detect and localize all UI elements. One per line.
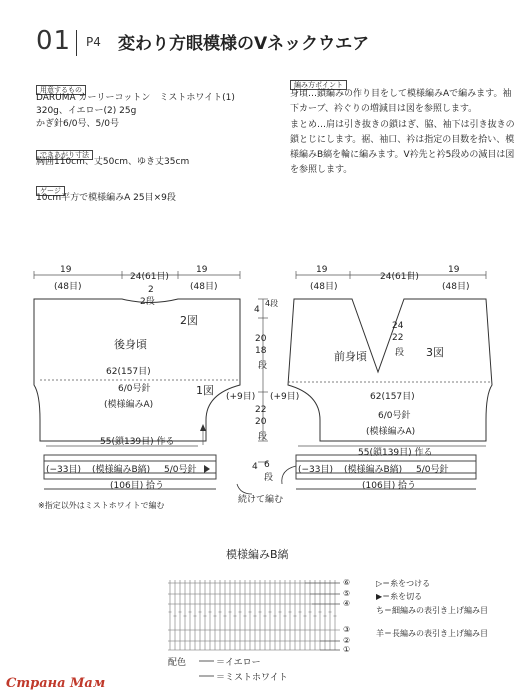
- mid-h20bs: 段: [258, 432, 268, 442]
- dc-post-icon: 羊: [376, 629, 384, 638]
- back-title: 後身頃: [114, 338, 147, 351]
- mid-a4s: 4段: [265, 299, 279, 308]
- chart-row-2: ②: [343, 636, 351, 645]
- points-body-1: 身頃…鎖編みの作り目をして模様編みAで編みます。袖下カーブ、衿ぐりの増減目は図を参照します。: [290, 89, 512, 114]
- size-text: 胸囲110cm、丈50cm、ゆき丈35cm: [36, 157, 190, 167]
- color-white: ＝ミストホワイト: [216, 673, 288, 683]
- chart-row-3: ③: [343, 625, 351, 634]
- back-note: ※指定以外はミストホワイトで編む: [38, 501, 165, 510]
- mid-a4: 4: [254, 305, 260, 315]
- front-band-curve: [282, 466, 296, 484]
- back-fig1: 1図: [196, 384, 214, 397]
- page-title: 変わり方眼模様のVネックウエア: [118, 34, 370, 54]
- mid-b6s: 段: [264, 473, 274, 483]
- back-pickup: (106目) 拾う: [110, 481, 165, 491]
- back-band-needle: 5/0号針: [164, 465, 197, 475]
- chart-row-4: ④: [343, 599, 351, 608]
- cut-yarn-icon: ▶: [376, 592, 383, 601]
- front-needle: 6/0号針: [378, 411, 411, 421]
- materials-line-3: かぎ針6/0号、5/0号: [36, 119, 119, 129]
- back-dimension-lines: [34, 271, 240, 446]
- mid-plus9-left: (+9目): [226, 392, 256, 402]
- mid-h18: 18: [255, 346, 267, 356]
- front-fig3: 3図: [426, 346, 444, 359]
- front-top-right-sub: (48目): [442, 282, 470, 292]
- back-neck-sub: 2段: [140, 297, 155, 307]
- chart-row-6: ⑥: [343, 578, 351, 587]
- front-vs: 段: [395, 348, 405, 358]
- back-band-minus: (−33目): [46, 465, 82, 475]
- color-yellow: ＝イエロー: [216, 658, 261, 668]
- back-width: 62(157目): [106, 367, 151, 377]
- back-needle: 6/0号針: [118, 384, 151, 394]
- chart-row-1: ①: [343, 645, 351, 654]
- front-top-left: 19: [316, 265, 328, 275]
- mid-b4: 4: [252, 462, 258, 472]
- back-top-right: 19: [196, 265, 208, 275]
- back-top-mid: 24(61目): [130, 272, 169, 282]
- points-body-2: まとめ…肩は引き抜きの鎖はぎ、脇、袖下は引き抜きの鎖とじにします。裾、袖口、衿は指定の目数を拾い、模様編みB縞を輪に編みます。V衿先と衿5段めの減目は図を参照します。: [290, 120, 515, 175]
- front-pickup: (106目) 拾う: [362, 481, 417, 491]
- front-band-minus: (−33目): [298, 465, 334, 475]
- legend-sc-post: ち＝細編みの表引き上げ編み目: [376, 606, 488, 615]
- legend-attach: ▷＝糸をつける: [376, 579, 431, 588]
- front-band-name: (模様編みB縞): [344, 465, 403, 475]
- mid-cont: 続けて編む: [238, 495, 284, 505]
- chart-row-5: ⑤: [343, 589, 351, 598]
- mid-plus9-right: (+9目): [270, 392, 300, 402]
- sc-post-icon: ち: [376, 606, 384, 615]
- materials-line-2: 320g、イエロー(2) 25g: [36, 106, 137, 116]
- back-pattern: (模様編みA): [104, 400, 154, 410]
- watermark-logo: Страна Мам: [6, 676, 106, 691]
- pattern-b-chart: [168, 583, 340, 650]
- front-width: 62(157目): [370, 392, 415, 402]
- back-top-right-sub: (48目): [190, 282, 218, 292]
- front-top-mid: 24(61目): [380, 272, 419, 282]
- back-direction-arrow: [200, 424, 206, 431]
- front-top-right: 19: [448, 265, 460, 275]
- pattern-b-stitches: [169, 580, 337, 650]
- front-pattern: (模様編みA): [366, 427, 416, 437]
- back-fig2: 2図: [180, 314, 198, 327]
- front-band-needle: 5/0号針: [416, 465, 449, 475]
- mid-h18s: 段: [258, 361, 268, 371]
- front-chain: 55(鎖139目) 作る: [358, 448, 433, 458]
- front-v22: 22: [392, 333, 404, 343]
- front-top-left-sub: (48目): [310, 282, 338, 292]
- color-legend-lines: [199, 661, 214, 676]
- mid-h20: 20: [255, 334, 267, 344]
- back-chain: 55(鎖139目) 作る: [100, 437, 175, 447]
- gauge-label: ゲージ: [36, 186, 65, 196]
- back-top-left-sub: (48目): [54, 282, 82, 292]
- gauge-text: 10cm平方で模様編みA 25目×9段: [36, 193, 176, 203]
- pattern-number: 01: [36, 26, 72, 56]
- front-v24: 24: [392, 321, 404, 331]
- materials-line-1: DARUMA カーリーコットン ミストホワイト(1): [36, 93, 235, 103]
- legend-cut: ▶＝糸を切る: [376, 592, 423, 601]
- attach-yarn-icon: ▷: [376, 579, 383, 588]
- color-label: 配色: [168, 658, 187, 668]
- materials-label: 用意するもの: [36, 85, 86, 95]
- back-neck: 2: [148, 285, 154, 295]
- back-band-name: (模様編みB縞): [92, 465, 151, 475]
- mid-h22: 22: [255, 405, 267, 415]
- mid-b6: 6: [264, 460, 270, 470]
- back-band-arrow: [204, 465, 210, 473]
- mid-h20b: 20: [255, 417, 267, 427]
- points-label: 編み方ポイント: [290, 80, 347, 90]
- legend-dc-post: 羊＝長編みの表引き上げ編み目: [376, 629, 488, 638]
- chart-title: 模様編みB縞: [226, 548, 289, 561]
- size-label: できあがり寸法: [36, 150, 93, 160]
- front-title: 前身頃: [334, 350, 367, 363]
- page-ref: P4: [86, 35, 101, 49]
- back-top-left: 19: [60, 265, 72, 275]
